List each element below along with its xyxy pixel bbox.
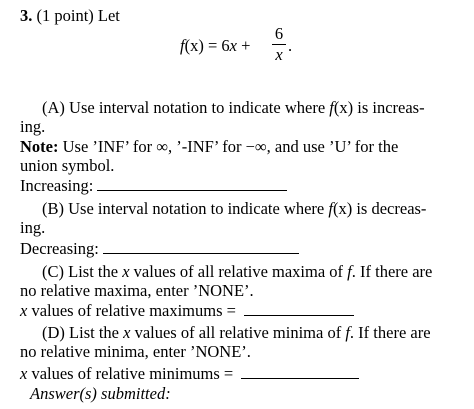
part-c-var: x	[122, 262, 130, 281]
note-line2: union symbol.	[20, 156, 115, 175]
fraction-denominator: x	[275, 45, 283, 64]
problem-number: 3.	[20, 6, 33, 25]
decreasing-row	[20, 239, 299, 258]
formula-equals-coefficient: = 6	[203, 36, 230, 55]
formula-fn-arg: (x)	[184, 36, 204, 55]
part-d-mid: values of all relative minima of	[130, 323, 346, 342]
minima-label: values of relative minimums =	[27, 364, 238, 383]
increasing-label: Increasing:	[20, 176, 94, 195]
minima-answer-field[interactable]	[241, 366, 359, 379]
decreasing-label: Decreasing:	[20, 239, 99, 258]
part-a-fn: f	[329, 98, 334, 117]
formula-rhs-var: x	[229, 36, 237, 55]
part-d-suffix: . If there are	[349, 323, 431, 342]
part-b-line1	[20, 199, 426, 218]
part-b-line2: ing.	[20, 218, 46, 237]
minima-row	[20, 364, 359, 383]
formula-fn-name: f	[180, 36, 185, 55]
answers-submitted-label: Answer(s) submitted:	[30, 384, 171, 403]
note-text: Use ’INF’ for ∞, ’-INF’ for −∞, and use ’U’ for the	[58, 137, 399, 156]
part-a-line2: ing.	[20, 117, 46, 136]
part-c-mid: values of all relative maxima of	[129, 262, 348, 281]
maxima-answer-field[interactable]	[244, 303, 354, 316]
part-a-prefix: (A) Use interval notation to indicate where	[42, 98, 330, 117]
note-label: Note:	[20, 137, 59, 156]
maxima-label: values of relative maximums =	[27, 301, 241, 320]
increasing-answer-field[interactable]	[97, 178, 287, 191]
part-d-line2: no relative minima, enter ’NONE’.	[20, 342, 251, 361]
problem-points: (1 point) Let	[36, 6, 120, 25]
part-d-fn: f	[345, 323, 350, 342]
part-d-line1	[20, 323, 431, 342]
part-b-suffix: is decreas-	[352, 199, 427, 218]
part-b-fn: f	[328, 199, 333, 218]
fraction-numerator: 6	[274, 24, 284, 43]
formula-period: .	[288, 36, 293, 55]
part-c-suffix: . If there are	[351, 262, 433, 281]
problem-header	[20, 6, 120, 25]
formula-plus: +	[236, 36, 251, 55]
part-a-fn-arg: (x)	[333, 98, 354, 117]
decreasing-answer-field[interactable]	[103, 241, 299, 254]
minima-var: x	[20, 364, 28, 383]
part-d-prefix: (D) List the	[42, 323, 124, 342]
part-c-fn: f	[347, 262, 352, 281]
note-line1	[20, 137, 398, 156]
part-d-var: x	[123, 323, 131, 342]
part-c-line1	[20, 262, 432, 281]
maxima-row	[20, 301, 354, 320]
part-c-prefix: (C) List the	[42, 262, 123, 281]
part-c-line2: no relative maxima, enter ’NONE’.	[20, 281, 254, 300]
part-b-prefix: (B) Use interval notation to indicate where	[42, 199, 329, 218]
formula-fraction	[272, 24, 286, 65]
part-a-suffix: is increas-	[353, 98, 425, 117]
part-a-line1	[20, 98, 425, 117]
formula-lhs	[180, 36, 250, 55]
increasing-row	[20, 176, 287, 195]
maxima-var: x	[20, 301, 28, 320]
part-b-fn-arg: (x)	[332, 199, 353, 218]
